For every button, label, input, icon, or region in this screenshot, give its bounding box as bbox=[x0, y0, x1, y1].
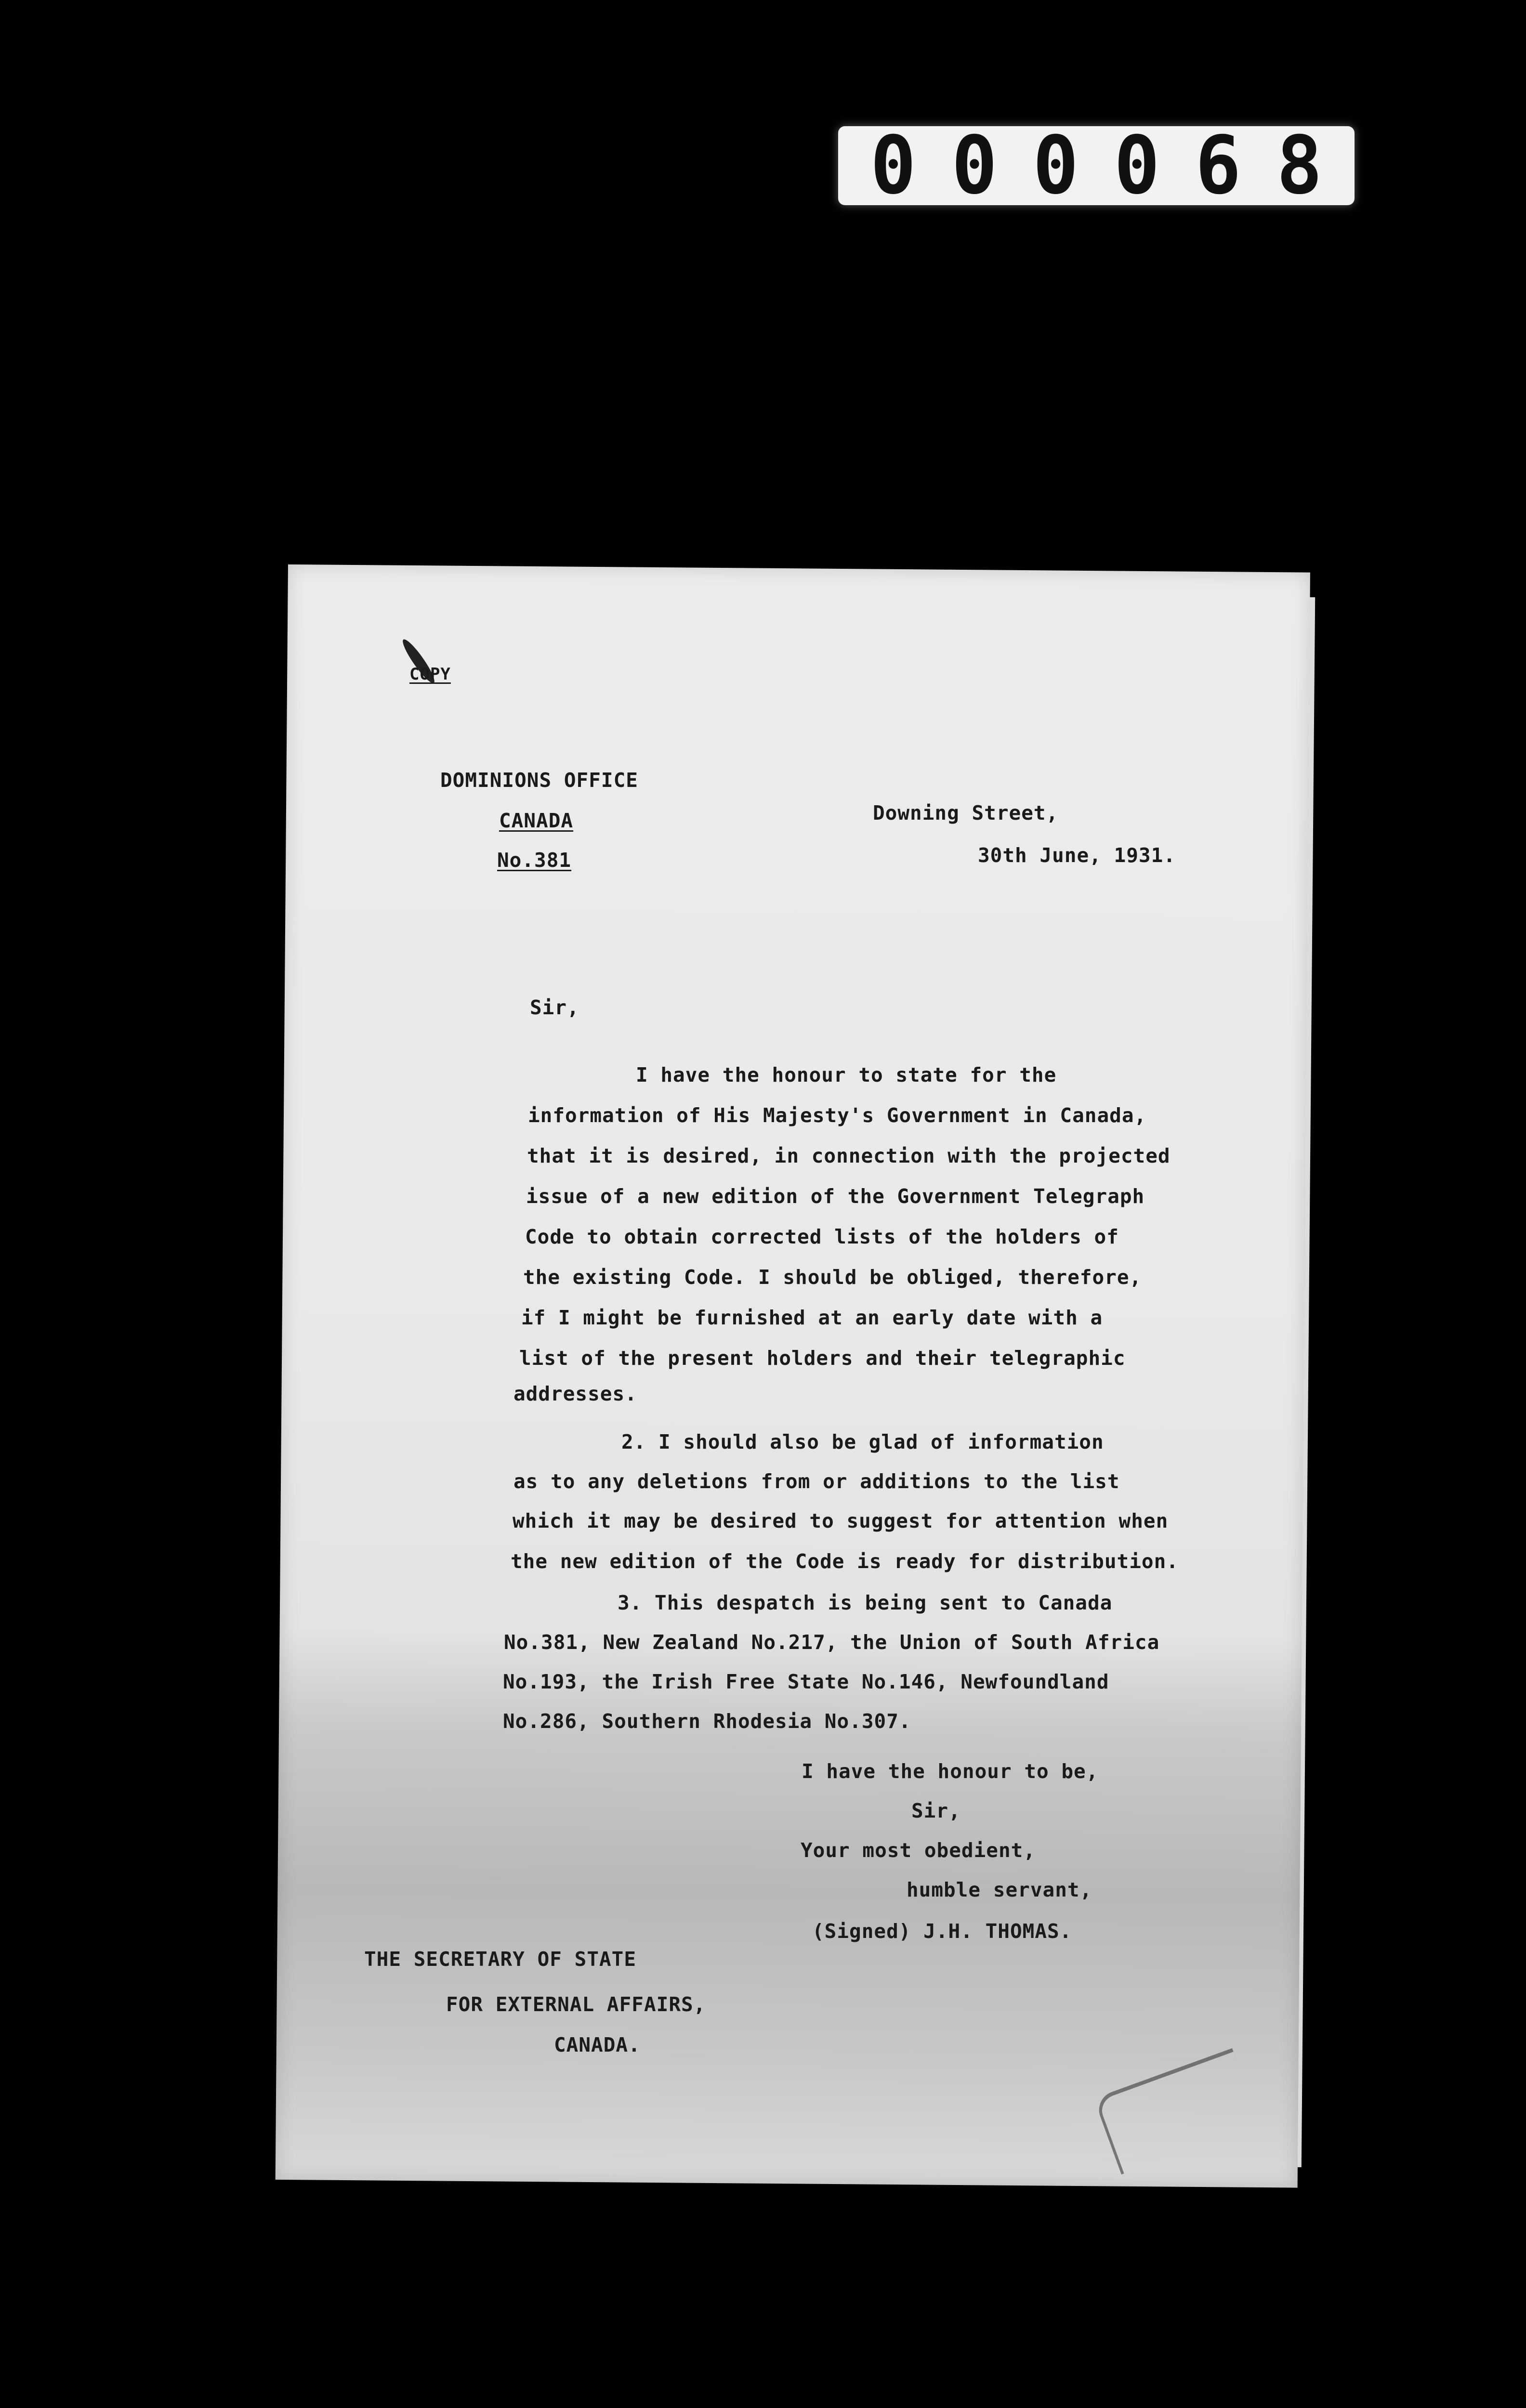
closing-line: Sir, bbox=[911, 1799, 961, 1822]
paragraph-line: information of His Majesty's Government in Canada, bbox=[528, 1104, 1147, 1127]
closing-line: humble servant, bbox=[907, 1878, 1092, 1901]
frame-counter bbox=[838, 119, 1355, 212]
frame-digit: 0 bbox=[1033, 119, 1079, 212]
paragraph-line: issue of a new edition of the Government Telegraph bbox=[526, 1185, 1145, 1208]
letter-page bbox=[276, 564, 1310, 2188]
frame-digit: 0 bbox=[1114, 119, 1160, 212]
paragraph-line: No.286, Southern Rhodesia No.307. bbox=[503, 1710, 911, 1733]
paragraph-line: the new edition of the Code is ready for distribution. bbox=[511, 1550, 1179, 1573]
salutation: Sir, bbox=[530, 996, 579, 1019]
copy-mark: COPY bbox=[409, 665, 451, 684]
frame-digit: 0 bbox=[870, 119, 916, 212]
frame-digit: 6 bbox=[1195, 119, 1241, 212]
paragraph-line: if I might be furnished at an early date with a bbox=[521, 1306, 1103, 1329]
frame-digit: 8 bbox=[1276, 119, 1323, 212]
closing-line: Your most obedient, bbox=[801, 1839, 1036, 1862]
paragraph-line: that it is desired, in connection with the projected bbox=[527, 1144, 1171, 1167]
closing-line: I have the honour to be, bbox=[802, 1760, 1099, 1783]
paragraph-line: 3. This despatch is being sent to Canada bbox=[618, 1591, 1113, 1614]
paragraph-line: I have the honour to state for the bbox=[636, 1063, 1057, 1086]
paragraph-line: as to any deletions from or additions to the list bbox=[513, 1470, 1120, 1493]
frame-digit: 0 bbox=[951, 119, 998, 212]
paragraph-line: No.193, the Irish Free State No.146, Newfoundland bbox=[503, 1670, 1109, 1693]
despatch-number: No.381 bbox=[497, 849, 572, 872]
addressee-line: THE SECRETARY OF STATE bbox=[364, 1948, 637, 1971]
paragraph-line: 2. I should also be glad of information bbox=[621, 1430, 1104, 1453]
addressee-line: CANADA. bbox=[554, 2033, 641, 2056]
paragraph-line: addresses. bbox=[513, 1382, 637, 1405]
paragraph-line: No.381, New Zealand No.217, the Union of South Africa bbox=[504, 1631, 1160, 1654]
office-name: DOMINIONS OFFICE bbox=[440, 769, 638, 792]
country-line: CANADA bbox=[499, 809, 574, 832]
addressee-line: FOR EXTERNAL AFFAIRS, bbox=[446, 1993, 706, 2016]
letter-date: 30th June, 1931. bbox=[978, 844, 1176, 867]
paragraph-line: which it may be desired to suggest for attention when bbox=[513, 1509, 1169, 1532]
paragraph-line: list of the present holders and their telegraphic bbox=[519, 1347, 1126, 1370]
address-line: Downing Street, bbox=[873, 801, 1059, 824]
paragraph-line: the existing Code. I should be obliged, therefore, bbox=[523, 1266, 1142, 1289]
paragraph-line: Code to obtain corrected lists of the holders of bbox=[525, 1225, 1119, 1248]
signature-line: (Signed) J.H. THOMAS. bbox=[812, 1920, 1072, 1943]
